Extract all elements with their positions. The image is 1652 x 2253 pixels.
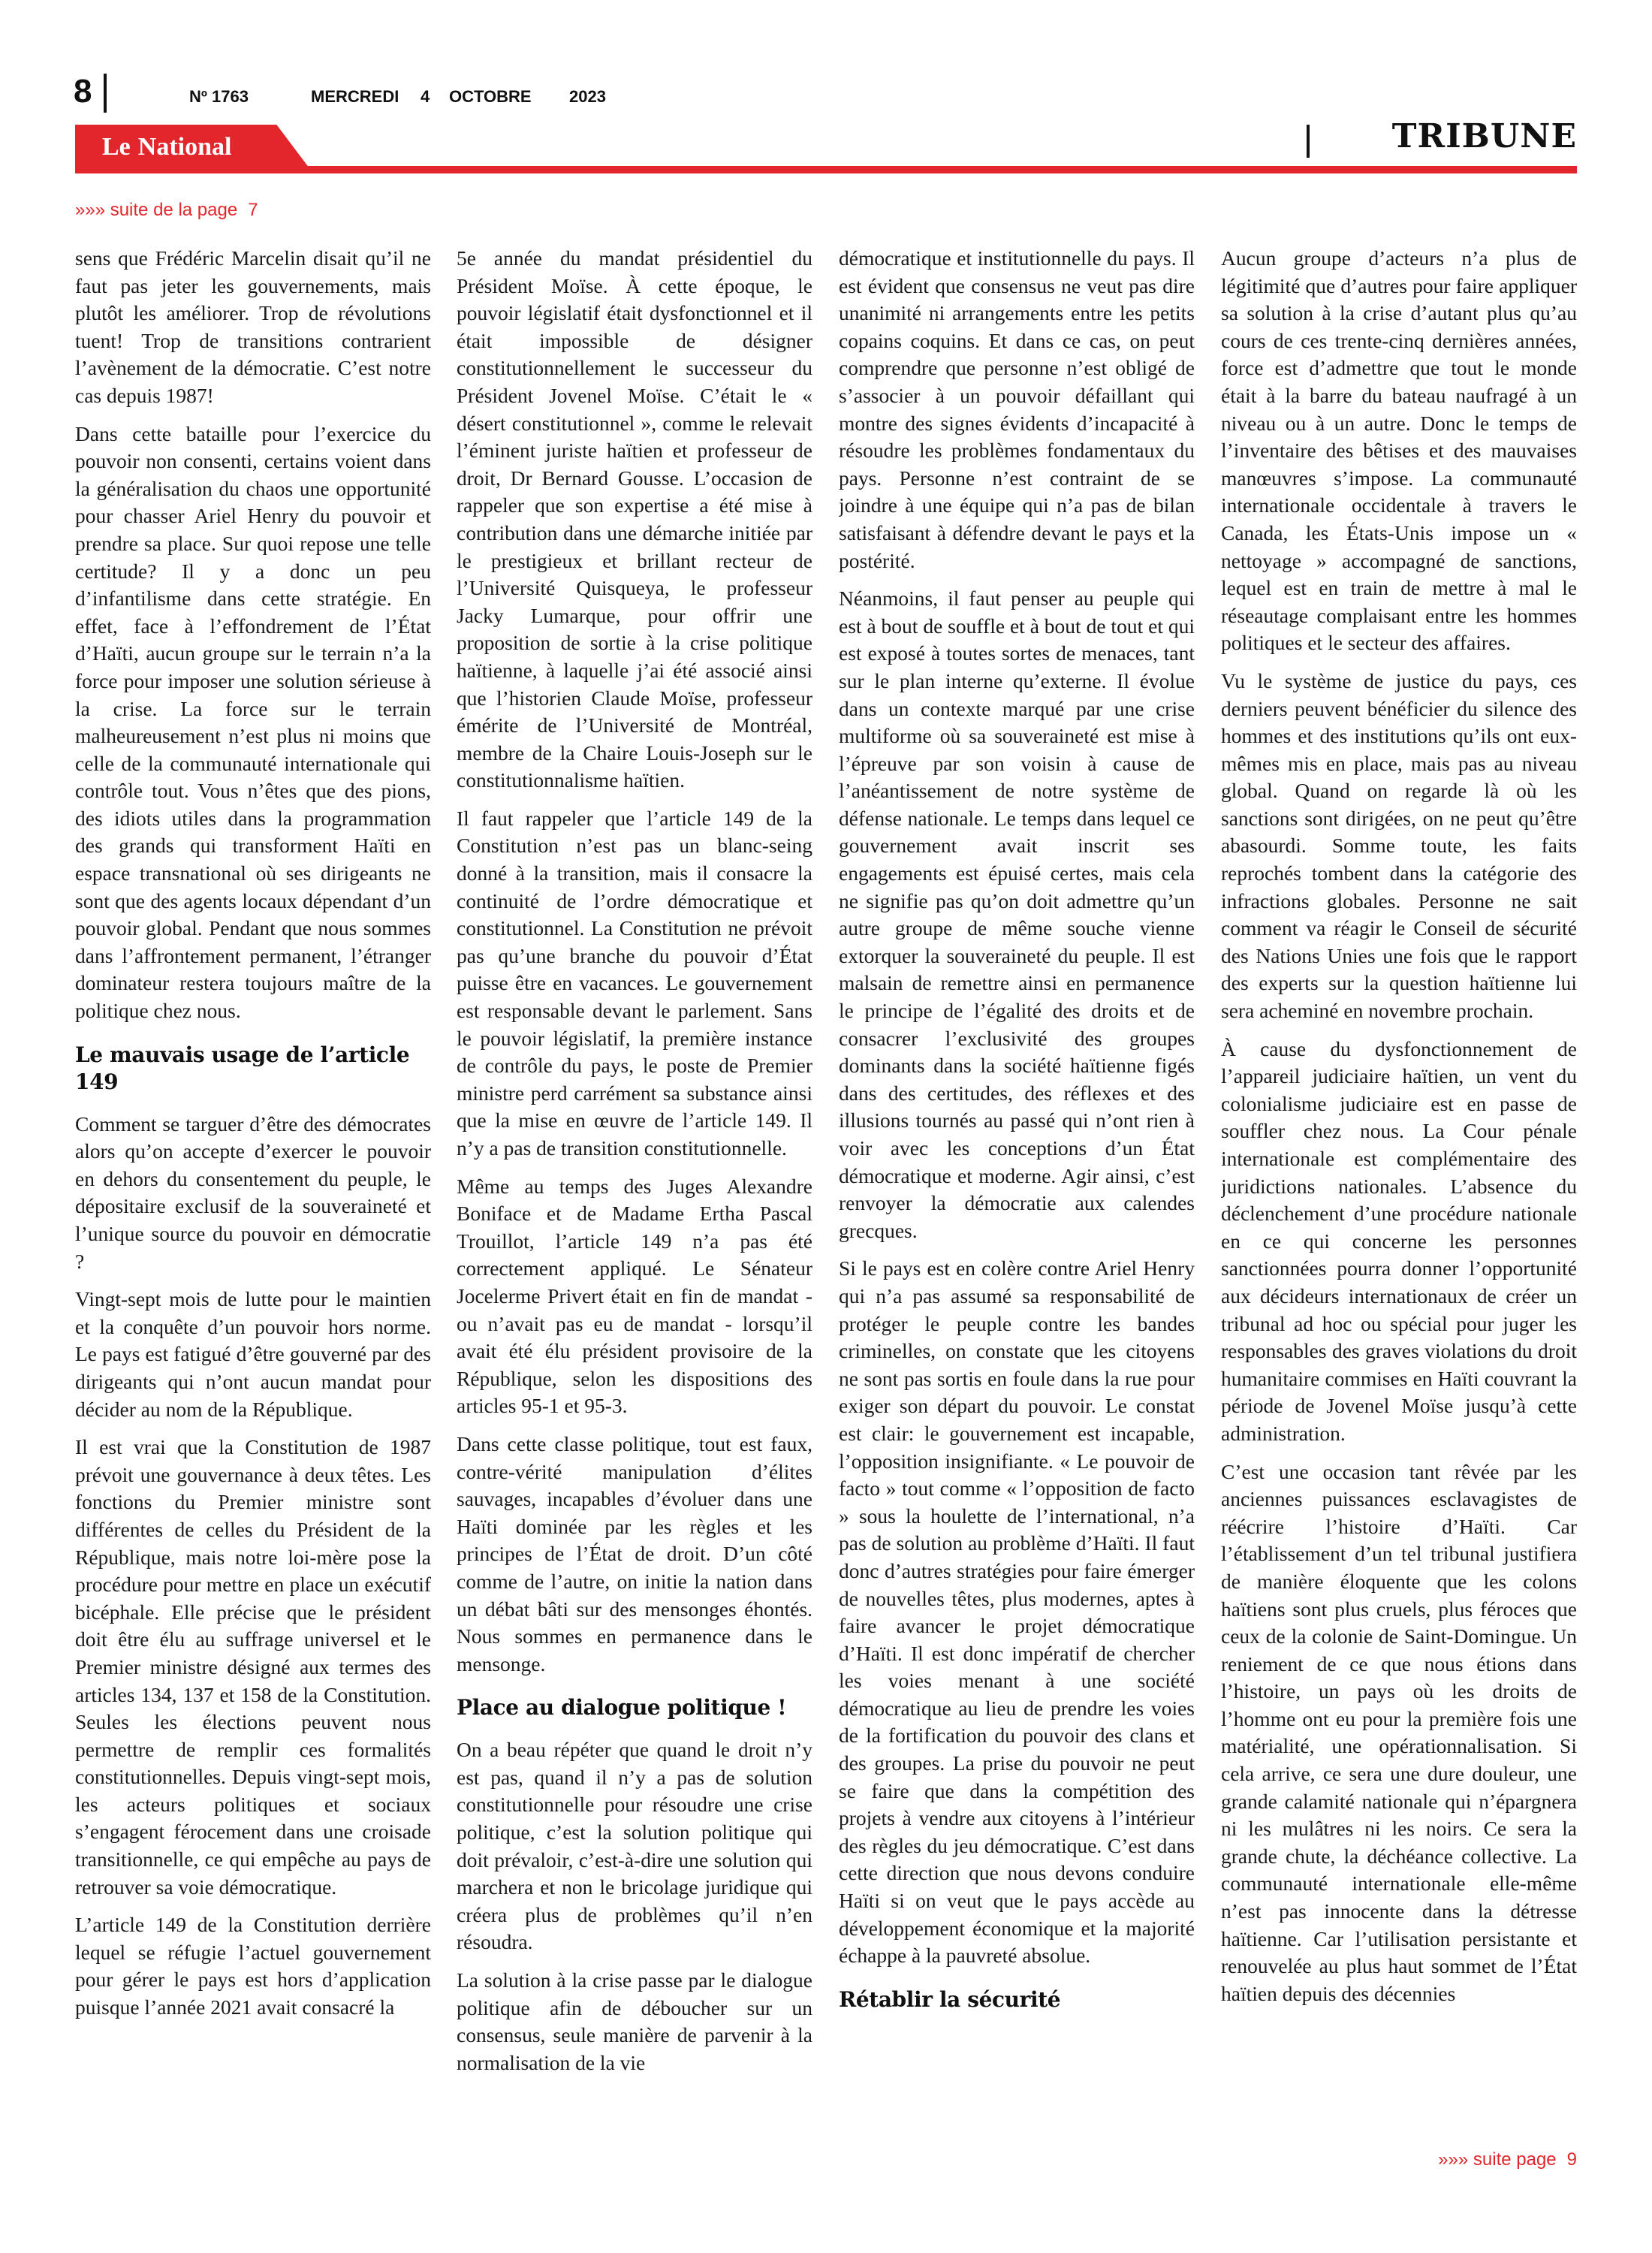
paragraph: C’est une occasion tant rêvée par les anciennes puissances esclavagistes de réécrire l’histoire d’Haïti. Car l’établissement d’un tel tribunal justifiera de manière éloquente que les colons haïtiens sont plus cruels, plus féroces que ceux de la colonie de Saint-Domingue. Un reniement de ce que nous étions dans l’histoire, un pays où les droits de l’homme ont eu pour la première fois une matérialité, une opérationnalisation. Si cela arrive, ce sera une dure douleur, une grande calamité nationale qui n’épargnera ni les mulâtres ni les noirs. Ce sera la grande chute, la déchéance collective. La communauté internationale elle-même n’est pas innocente dans la détresse haïtienne. Car l’utilisation persistante et renouvelée au plus haut sommet de l’État haïtien depuis des décennies	[1221, 1459, 1577, 2005]
newspaper-logo	[102, 133, 231, 161]
paragraph: Vu le système de justice du pays, ces derniers peuvent bénéficier du silence des hommes et des institutions qu’ils ont eux-mêmes mis en place, mais pas au niveau global. Quand on regarde là où les sanctions sont dirigées, on ne peut qu’être abasourdi. Somme toute, les faits reprochés tombent dans la catégorie des infractions globales. Personne ne sait comment va réagir le Conseil de sécurité des Nations Unies une fois que le rapport des experts sur la question haïtienne lui sera acheminé en novembre prochain.	[1221, 668, 1577, 1023]
section-heading: Le mauvais usage de l’article 149	[75, 1042, 410, 1094]
page-number: 8	[74, 73, 92, 110]
year: 2023	[569, 87, 606, 106]
issue-number: Nº 1763	[189, 87, 249, 106]
paragraph: sens que Frédéric Marcelin disait qu’il ne faut pas jeter les gouvernements, mais plutôt les améliorer. Trop de révolutions tuent! Trop de transitions contrarient l’avènement de la démocratie. C’est notre cas depuis 1987!	[75, 246, 431, 407]
paragraph: L’article 149 de la Constitution derrière lequel se réfugie l’actuel gouvernement pour gérer le pays est hors d’application puisque l’année 2021 avait consacré la	[75, 1913, 431, 2019]
section-heading: Place au dialogue politique !	[457, 1695, 787, 1721]
paragraph: 5e année du mandat présidentiel du Président Moïse. À cette époque, le pouvoir législatif était dysfonctionnel et il était impossible de désigner constitutionnellement le successeur du Président Jovenel Moïse. C’était le « désert constitutionnel », comme le relevait l’éminent juriste haïtien et professeur de droit, Dr Bernard Gousse. L’occasion de rappeler que son expertise a été mise à contribution dans une démarche initiée par le prestigieux et brillant recteur de l’Université Quisqueya, le professeur Jacky Lumarque, pour offrir une proposition de sortie à la crise politique haïtienne, à laquelle j’ai été associé ainsi que l’historien Claude Moïse, professeur émérite de l’Université de Montréal, membre de la Chaire Louis-Joseph sur le constitutionnalisme haïtien.	[457, 246, 812, 792]
continued-to-page: 9	[1566, 2149, 1577, 2170]
paragraph: Aucun groupe d’acteurs n’a plus de légitimité que d’autres pour faire appliquer sa solution à la crise d’autant plus qu’au cours de ces trente-cinq dernières années, force est d’admettre que tout le monde était à la barre du bateau naufragé à un niveau ou à un autre. Donc le temps de l’inventaire des bêtises et des mauvaises manœuvres s’impose. La communauté internationale occidentale à travers le Canada, les États-Unis impose un « nettoyage » accompagné de sanctions, lequel est en train de mettre à mal le réseautage complaisant entre les hommes politiques et le secteur des affaires.	[1221, 246, 1577, 655]
article-column-2	[457, 245, 812, 2148]
paragraph: Même au temps des Juges Alexandre Boniface et de Madame Ertha Pascal Trouillot, l’article 149 n’a pas été correctement appliqué. Le Sénateur Jocelerme Privert était en fin de mandat - ou n’avait pas eu de mandat - lorsqu’il avait été élu président provisoire de la République, selon les dispositions des articles 95-1 et 95-3.	[457, 1174, 812, 1418]
brand-le: Le	[102, 133, 131, 161]
header-rule	[75, 166, 1577, 173]
section-heading: Rétablir la sécurité	[839, 1986, 1061, 2012]
article-column-1	[75, 245, 431, 2148]
section-title: TRIBUNE	[1391, 117, 1577, 155]
brand-national: National	[137, 133, 232, 161]
paragraph: Il est vrai que la Constitution de 1987 prévoit une gouvernance à deux têtes. Les fonctions du Premier ministre sont différentes de celles du Président de la République, mais notre loi-mère pose la procédure pour mettre en place un exécutif bicéphale. Elle précise que le président doit être élu au suffrage universel et le Premier ministre désigné aux termes des articles 134, 137 et 158 de la Constitution. Seules les élections peuvent nous permettre de remplir ces formalités constitutionnelles. Depuis vingt-sept mois, les acteurs politiques et sociaux s’engagent férocement dans une croisade transitionnelle, ce qui empêche au pays de retrouver sa voie démocratique.	[75, 1435, 431, 1899]
article-column-4	[1221, 245, 1577, 2148]
paragraph: La solution à la crise passe par le dialogue politique afin de déboucher sur un consensus, seule manière de parvenir à la normalisation de la vie	[457, 1968, 812, 2074]
paragraph: démocratique et institutionnelle du pays. Il est évident que consensus ne veut pas dire unanimité ni arrangements entre les petits copains coquins. Et dans ce cas, on peut comprendre que personne n’est obligé de s’associer à un pouvoir défaillant qui montre des signes évidents d’incapacité à résoudre les problèmes fondamentaux du pays. Personne n’est contraint de se joindre à une équipe qui n’a pas de bilan satisfaisant à défendre devant le pays et la postérité.	[839, 246, 1195, 572]
continued-from-text: »»» suite de la page	[75, 200, 238, 220]
paragraph: Néanmoins, il faut penser au peuple qui est à bout de souffle et à bout de tout et qui est exposé à toutes sortes de menaces, tant sur le plan interne qu’externe. Il évolue dans un contexte marqué par une crise multiforme où sa souveraineté est mise à l’épreuve par son voisin à cause de l’anéantissement de notre système de défense nationale. Le temps dans lequel ce gouvernement avait inscrit ses engagements est épuisé certes, mais cela ne signifie pas qu’on doit admettre qu’un autre groupe de même souche vienne extorquer la souveraineté du peuple. Il est malsain de remettre ainsi en permanence le principe de l’égalité des droits et de consacrer l’exclusivité des groupes dominants dans la société haïtienne figés dans des certitudes, des réflexes et des illusions tournés au passé qui n’ont rien à voir avec les conceptions d’un État démocratique et moderne. Agir ainsi, c’est renvoyer la démocratie aux calendes grecques.	[839, 587, 1195, 1242]
page-number-divider	[104, 74, 107, 113]
month: OCTOBRE	[449, 87, 532, 106]
paragraph: Dans cette classe politique, tout est faux, contre-vérité manipulation d’élites sauvages, incapables d’évoluer dans une Haïti dominée par les règles et les principes de l’État de droit. D’un côté comme de l’autre, on initie la nation dans un débat bâti sur des mensonges éhontés. Nous sommes en permanence dans le mensonge.	[457, 1431, 812, 1675]
paragraph: Dans cette bataille pour l’exercice du pouvoir non consenti, certains voient dans la généralisation du chaos une opportunité pour chasser Ariel Henry du pouvoir et prendre sa place. Sur quoi repose une telle certitude? Il y a donc un peu d’infantilisme dans cette stratégie. En effet, face à l’effondrement de l’État d’Haïti, aucun groupe sur le terrain n’a la force pour imposer une solution sérieuse à la crise. La force sur le terrain malheureusement n’est plus ni moins que celle de la communauté internationale qui contrôle tout. Vous n’êtes que des pions, des idiots utiles dans la programmation des grands qui transforment Haïti en espace transnational où ses dirigeants ne sont que des agents locaux dépendant d’un pouvoir global. Pendant que nous sommes dans l’affrontement permanent, l’étranger dominateur restera toujours maître de la politique chez nous.	[75, 421, 431, 1023]
section-divider	[1307, 125, 1310, 158]
paragraph: Si le pays est en colère contre Ariel Henry qui n’a pas assumé sa responsabilité de protéger le peuple contre les bandes criminelles, on constate que les citoyens ne sont pas sortis en foule dans la rue pour exiger son départ du pouvoir. Le constat est clair: le gouvernement est incapable, l’opposition insignifiante. « Le pouvoir de facto » tout comme « l’opposition de facto » sous la houlette de l’international, n’a pas de solution au problème d’Haïti. Il faut donc d’autres stratégies pour faire émerger de nouvelles têtes, plus modernes, aptes à faire avancer le projet démocratique d’Haïti. Il est donc impératif de chercher les voies menant à une société démocratique au lieu de prendre les voies de la fortification du pouvoir des clans et des groupes. La prise du pouvoir ne peut se faire que dans la compétition des projets à vendre aux citoyens à l’intérieur des règles du jeu démocratique. C’est dans cette direction que nous devons conduire Haïti si on veut que le pays accède au développement économique et la majorité échappe à la pauvreté absolue.	[839, 1256, 1195, 1968]
continued-to-text: »»» suite page	[1438, 2149, 1557, 2170]
continued-from-page: 7	[248, 200, 258, 220]
paragraph: Comment se targuer d’être des démocrates alors qu’on accepte d’exercer le pouvoir en dehors du consentement du peuple, le dépositaire exclusif de la souveraineté et l’unique source du pouvoir en démocratie ?	[75, 1111, 431, 1273]
day: 4	[421, 87, 430, 106]
continued-from[interactable]	[75, 200, 258, 221]
paragraph: Il faut rappeler que l’article 149 de la Constitution n’est pas un blanc-seing donné à la transition, mais il consacre la continuité de l’ordre démocratique et constitutionnel. La Constitution ne prévoit pas qu’une branche du pouvoir d’État puisse être en vacances. Le gouvernement est responsable devant le parlement. Sans le pouvoir législatif, la première instance de contrôle du pays, le poste de Premier ministre perd carrément sa substance ainsi que la mise en œuvre de l’article 149. Il n’y a pas de transition constitutionnelle.	[457, 806, 812, 1160]
article-column-3	[839, 245, 1195, 2148]
paragraph: Vingt-sept mois de lutte pour le maintien et la conquête d’un pouvoir hors norme. Le pays est fatigué d’être gouverné par des dirigeants qui n’ont aucun mandat pour décider au nom de la République.	[75, 1287, 431, 1421]
paragraph: À cause du dysfonctionnement de l’appareil judiciaire haïtien, un vent du colonialisme judiciaire est en passe de souffler chez nous. La Cour pénale internationale est complémentaire des juridictions nationales. L’absence du déclenchement d’une procédure nationale en ce qui concerne les personnes sanctionnées pourra donner l’opportunité aux décideurs internationaux de créer un tribunal ad hoc ou spécial pour juger les responsables des graves violations du droit humanitaire commises en Haïti couvrant la période de Jovenel Moïse jusqu’à cette administration.	[1221, 1036, 1577, 1445]
continued-to[interactable]	[1438, 2149, 1577, 2170]
paragraph: On a beau répéter que quand le droit n’y est pas, quand il n’y a pas de solution constitutionnelle pour résoudre une crise politique, c’est la solution politique qui doit prévaloir, c’est-à-dire une solution qui marchera et non le bricolage juridique qui créera plus de problèmes qu’il n’en résoudra.	[457, 1738, 812, 1954]
weekday: MERCREDI	[311, 87, 399, 106]
